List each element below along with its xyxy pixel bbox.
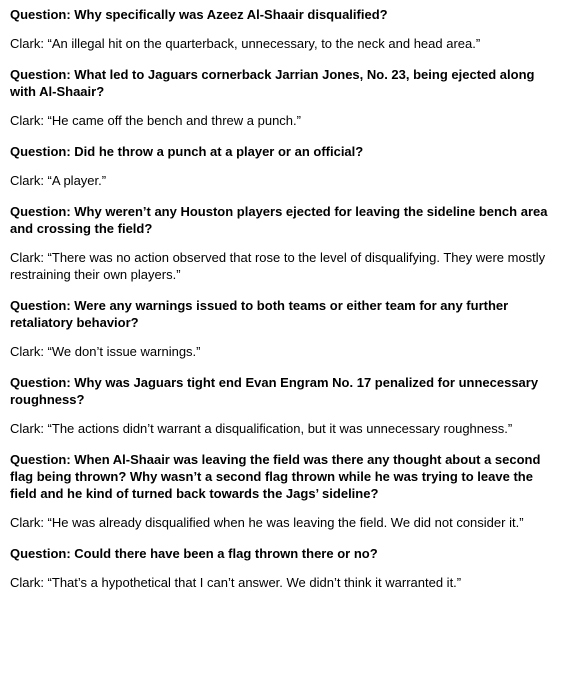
question-text: Question: Why weren’t any Houston players ejected for leaving the sideline bench area and crossing the field? <box>10 204 548 236</box>
answer-text: Clark: “An illegal hit on the quarterback, unnecessary, to the neck and head area.” <box>10 36 481 51</box>
qa-pair <box>10 451 549 531</box>
answer-text: Clark: “A player.” <box>10 173 107 188</box>
answer-text: Clark: “The actions didn’t warrant a disqualification, but it was unnecessary roughness.” <box>10 421 513 436</box>
answer-text: Clark: “He was already disqualified when he was leaving the field. We did not consider it.” <box>10 515 524 530</box>
answer-text: Clark: “He came off the bench and threw a punch.” <box>10 113 301 128</box>
answer-text: Clark: “There was no action observed that rose to the level of disqualifying. They were mostly restraining their own players.” <box>10 250 546 282</box>
qa-pair <box>10 143 549 189</box>
question-text: Question: Why was Jaguars tight end Evan Engram No. 17 penalized for unnecessary roughness? <box>10 375 539 407</box>
qa-pair <box>10 545 549 591</box>
question-text: Question: Could there have been a flag thrown there or no? <box>10 546 378 561</box>
qa-pair <box>10 297 549 360</box>
qa-pair <box>10 374 549 437</box>
answer-text: Clark: “That’s a hypothetical that I can’t answer. We didn’t think it warranted it.” <box>10 575 462 590</box>
qa-pair <box>10 203 549 283</box>
question-text: Question: Were any warnings issued to both teams or either team for any further retaliatory behavior? <box>10 298 509 330</box>
qa-pair <box>10 6 549 52</box>
question-text: Question: Did he throw a punch at a player or an official? <box>10 144 364 159</box>
qa-pair <box>10 66 549 129</box>
question-text: Question: When Al-Shaair was leaving the field was there any thought about a second flag being thrown? Why wasn’t a second flag thrown while he was trying to leave the field and he kind of turned back towards the Jags’ sideline? <box>10 452 541 501</box>
answer-text: Clark: “We don’t issue warnings.” <box>10 344 201 359</box>
question-text: Question: Why specifically was Azeez Al-Shaair disqualified? <box>10 7 388 22</box>
question-text: Question: What led to Jaguars cornerback Jarrian Jones, No. 23, being ejected along with Al-Shaair? <box>10 67 535 99</box>
